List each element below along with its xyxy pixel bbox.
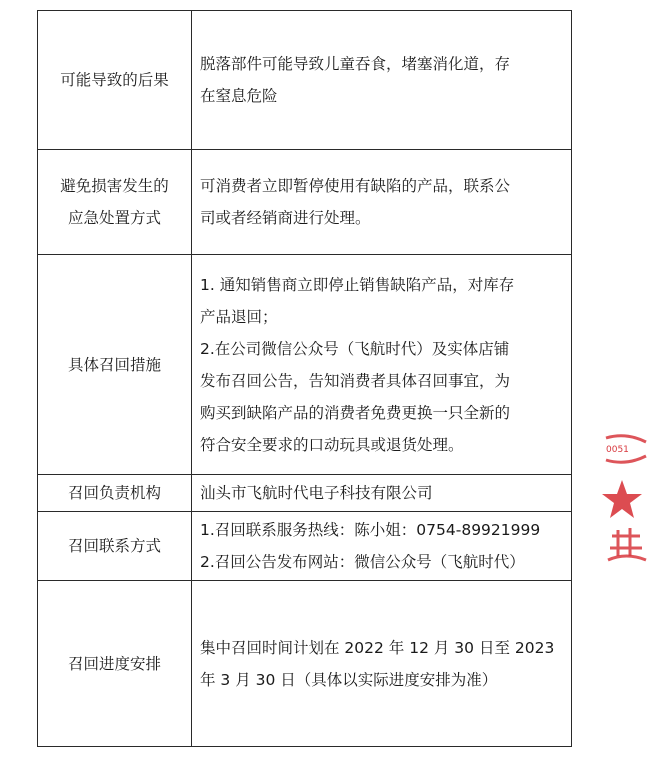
table-row: [38, 255, 572, 475]
row-value: [192, 150, 572, 255]
row-value: [192, 255, 572, 475]
stamp-partial-number: 0051: [606, 445, 629, 455]
value-line: 脱落部件可能导致儿童吞食，堵塞消化道，存: [200, 55, 511, 73]
value-line: 集中召回时间计划在 2022 年 12 月 30 日至 2023: [200, 638, 555, 657]
value-line: 司或者经销商进行处理。: [200, 209, 371, 227]
label-line: 可能导致的后果: [60, 71, 169, 89]
table-row: [38, 475, 572, 512]
label-line: 召回负责机构: [67, 484, 161, 502]
row-label: [38, 150, 192, 255]
table-row: [38, 512, 572, 581]
label-line: 召回联系方式: [67, 537, 161, 555]
label-line: 具体召回措施: [67, 355, 161, 374]
row-label: [38, 475, 192, 512]
value-line: 2.在公司微信公众号（飞航时代）及实体店铺: [200, 339, 510, 358]
stamp-character-fragment: [610, 528, 642, 556]
value-line: 购买到缺陷产品的消费者免费更换一只全新的: [200, 403, 511, 422]
value-line: 产品退回；: [200, 307, 278, 326]
row-value: [192, 11, 572, 150]
row-label: [38, 11, 192, 150]
label-line: 召回进度安排: [67, 654, 161, 673]
label-line: 应急处置方式: [67, 209, 161, 227]
label-line: 避免损害发生的: [60, 177, 169, 195]
value-line: 发布召回公告，告知消费者具体召回事宜，为: [200, 371, 511, 390]
value-line: 1.召回联系服务热线：陈小姐：0754-89921999: [200, 521, 541, 539]
company-seal-stamp: [600, 432, 648, 572]
row-value: [192, 512, 572, 581]
recall-info-table: [37, 10, 572, 747]
row-value: [192, 475, 572, 512]
stamp-star-icon: [602, 480, 642, 518]
value-line: 1. 通知销售商立即停止销售缺陷产品，对库存: [200, 275, 515, 294]
value-line: 符合安全要求的口动玩具或退货处理。: [200, 435, 464, 454]
table-row: [38, 581, 572, 747]
value-line: 年 3 月 30 日（具体以实际进度安排为准）: [200, 670, 498, 689]
value-line: 在窒息危险: [200, 87, 278, 105]
table-row: [38, 11, 572, 150]
row-label: [38, 581, 192, 747]
value-line: 汕头市飞航时代电子科技有限公司: [200, 484, 433, 502]
value-line: 可消费者立即暂停使用有缺陷的产品，联系公: [200, 177, 511, 195]
value-line: 2.召回公告发布网站：微信公众号（飞航时代）: [200, 553, 525, 571]
table-row: [38, 150, 572, 255]
row-label: [38, 512, 192, 581]
row-label: [38, 255, 192, 475]
row-value: [192, 581, 572, 747]
